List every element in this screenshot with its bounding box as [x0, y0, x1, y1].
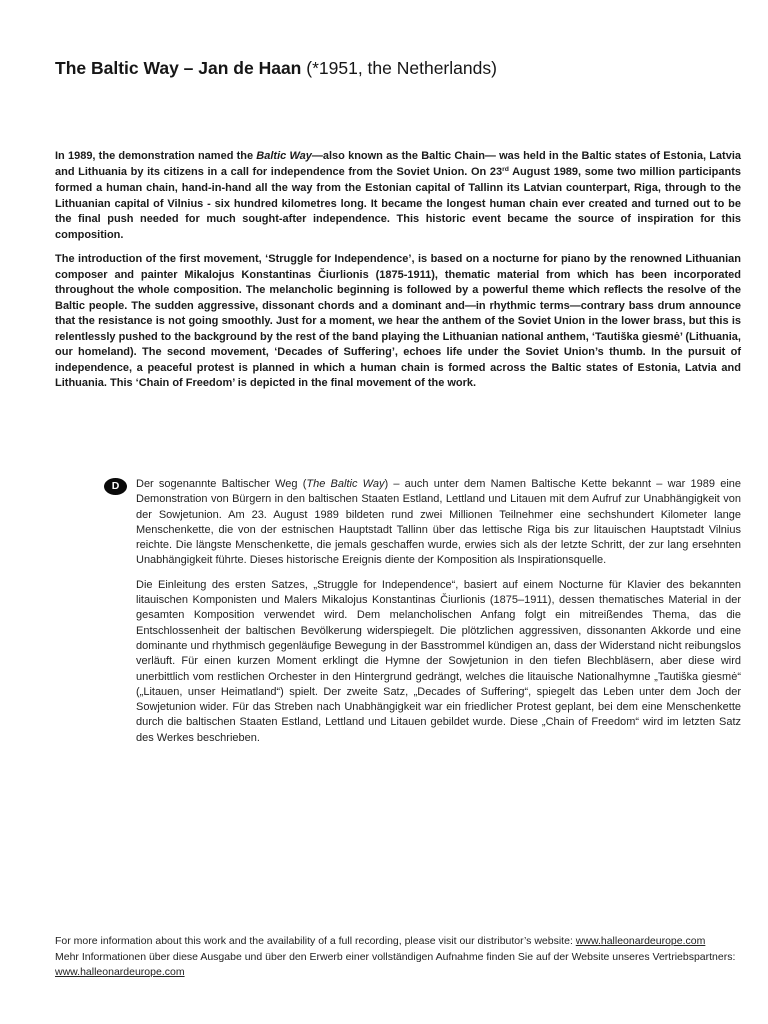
- distributor-link-english[interactable]: www.halleonardeurope.com: [575, 935, 706, 947]
- english-program-note: [55, 149, 741, 401]
- distributor-line-german-url: [55, 965, 741, 981]
- distributor-line-german: [55, 950, 741, 966]
- title-composer-details: (*1951, the Netherlands): [301, 58, 497, 78]
- distributor-text-german: Mehr Informationen über diese Ausgabe und über den Erwerb einer vollständigen Aufnahme finden Sie auf der Website unseres Vertriebspartners:: [55, 950, 736, 963]
- german-program-note: [104, 477, 741, 755]
- distributor-line-english: [55, 934, 741, 950]
- page-title: [55, 56, 497, 80]
- distributor-link-german[interactable]: www.halleonardeurope.com: [55, 966, 185, 978]
- german-text-block: [136, 477, 741, 755]
- german-language-badge: D: [104, 478, 127, 495]
- distributor-info: [55, 934, 741, 981]
- english-paragraph-2: The introduction of the first movement, ‘Struggle for Independence’, is based on a nocturne for piano by the renowned Lithuanian composer and painter Mikalojus Konstantinas Čiurlionis (1875-1911), thematic material from which has been incorporated throughout the whole composition. The melancholic beginning is followed by a powerful theme which reflects the resolve of the Baltic people. The sudden aggressive, dissonant chords and a dominant and—in rhythmic terms—contrary bass drum announce that the resistance is not going smoothly. Just for a moment, we hear the anthem of the Soviet Union in the lower brass, but this is relentlessly pushed to the background by the rest of the band playing the Lithuanian national anthem, ‘Tautiška giesmė’ (Lithuania, our homeland). The second movement, ‘Decades of Suffering’, echoes life under the Soviet Union’s thumb. In the pursuit of independence, a peaceful protest is planned in which a human chain is formed across the Baltic states of Estonia, Latvia and Lithuania. This ‘Chain of Freedom’ is depicted in the final movement of the work.: [55, 253, 741, 389]
- distributor-text-english: For more information about this work and the availability of a full recording, please visit our distributor’s website:: [55, 935, 576, 947]
- english-paragraph-1: In 1989, the demonstration named the Baltic Way—also known as the Baltic Chain— was held in the Baltic states of Estonia, Latvia and Lithuania by its citizens in a call for independence from the Soviet Union. On 23rd August 1989, some two million participants formed a human chain, hand-in-hand all the way from the Estonian capital of Tallinn its Latvian counterpart, Riga, through to the Lithuanian capital of Vilnius - six hundred kilometres long. It became the longest human chain ever created and turned out to be the final push needed for much sought-after independence. This historic event became the source of inspiration for this composition.: [55, 150, 742, 241]
- german-paragraph-2: Die Einleitung des ersten Satzes, „Struggle for Independence“, basiert auf einem Nocturne für Klavier des bekannten litauischen Komponisten und Malers Mikalojus Konstantinas Čiurlionis (1875–1911), dessen thematisches Material in der gesamten Komposition verwendet wird. Dem melancholischen Anfang folgt ein mitreißendes Thema, das die Entschlossenheit der baltischen Bevölkerung widerspiegelt. Die plötzlichen aggressiven, dissonanten Akkorde und eine dominante und rhythmisch gegenläufige Bewegung in der Basstrommel kündigen an, dass der Widerstand nicht reibungslos verläuft. Für einen kurzen Moment erklingt die Hymne der Sowjetunion in den tiefen Blechbläsern, aber diese wird unerbittlich vom restlichen Orchester in den Hintergrund gedrängt, welches die litauische Nationalhymne „Tautiška giesmė“ („Litauen, unser Heimatland“) spielt. Der zweite Satz, „Decades of Suffering“, spiegelt das Leben unter dem Joch der Sowjetunion wider. Für das Streben nach Unabhängigkeit war ein friedlicher Protest geplant, bei dem eine Menschenkette durch die baltischen Staaten Estland, Lettland und Litauen gebildet wurde. Diese „Chain of Freedom“ wird im letzten Satz des Werkes beschrieben.: [136, 578, 741, 744]
- title-work-and-composer: The Baltic Way – Jan de Haan: [55, 58, 302, 78]
- german-paragraph-1: Der sogenannte Baltischer Weg (The Baltic Way) – auch unter dem Namen Baltische Kette bekannt – war 1989 eine Demonstration von Bürgern in den baltischen Staaten Estland, Lettland und Litauen mit dem Aufruf zur Unabhängigkeit von der Sowjetunion. Am 23. August 1989 bildeten rund zwei Millionen Teilnehmer eine sechshundert Kilometer lange Menschenkette, die von der estnischen Hauptstadt Tallinn über das lettische Riga bis zur litauischen Hauptstadt Vilnius reichte. Die längste Menschenkette, die jemals geschaffen wurde, erwies sich als der letzte Schritt, der zur lang ersehnten Unabhängigkeit führte. Dieses historische Ereignis diente der Komposition als Inspirationsquelle.: [136, 478, 741, 567]
